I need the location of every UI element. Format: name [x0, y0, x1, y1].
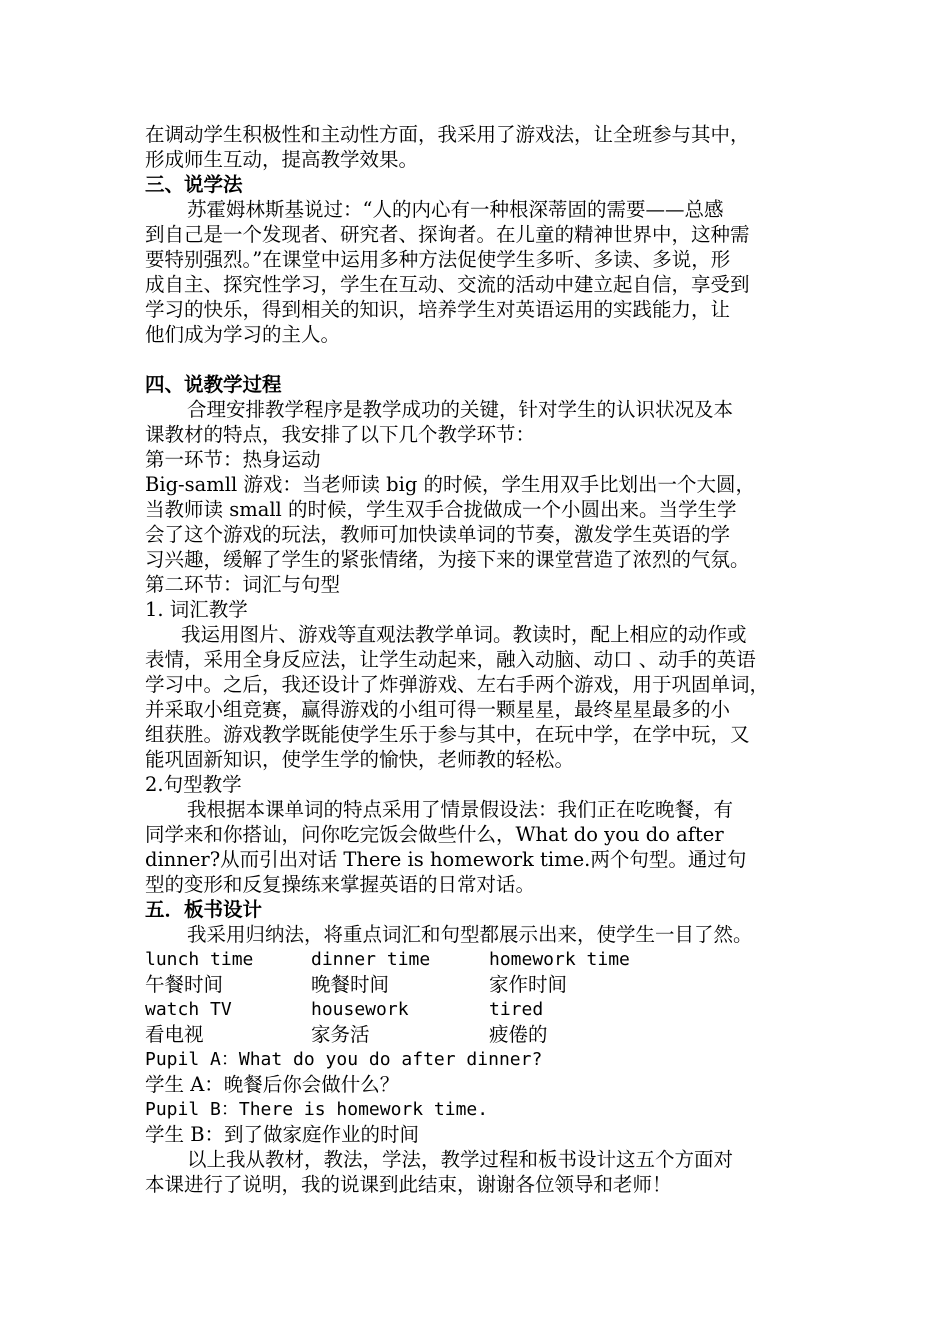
dialog-line: 学生 B：到了做家庭作业的时间 [145, 1123, 420, 1146]
board-cell: housework [311, 999, 409, 1020]
dialog-line: Pupil B：There is homework time. [145, 1099, 489, 1120]
paragraph-line: 合理安排教学程序是教学成功的关键，针对学生的认识状况及本 [187, 398, 734, 421]
board-row [145, 947, 825, 972]
board-row [145, 972, 825, 997]
step-heading-2: 第二环节：词汇与句型 [145, 573, 341, 596]
paragraph-line: 苏霍姆林斯基说过：“人的内心有一种根深蒂固的需要——总感 [187, 198, 724, 221]
section-heading-3: 三、说学法 [145, 173, 243, 196]
section-heading-5: 五．板书设计 [145, 898, 263, 921]
board-cell: 看电视 [145, 1023, 204, 1046]
board-row [145, 997, 825, 1022]
paragraph-line: 并采取小组竞赛，赢得游戏的小组可得一颗星星，最终星星最多的小 [145, 698, 731, 721]
board-cell: watch TV [145, 999, 232, 1020]
document-page [145, 122, 825, 1197]
board-cell: 家务活 [311, 1023, 370, 1046]
board-cell: homework time [489, 949, 630, 970]
paragraph-line: 我根据本课单词的特点采用了情景假设法：我们正在吃晚餐，有 [187, 798, 734, 821]
paragraph-line: 课教材的特点，我安排了以下几个教学环节： [145, 423, 536, 446]
paragraph-line: 以上我从教材，教法，学法，教学过程和板书设计这五个方面对 [187, 1148, 734, 1171]
paragraph-line: 能巩固新知识，使学生学的愉快，老师教的轻松。 [145, 748, 575, 771]
step-heading-1: 第一环节：热身运动 [145, 448, 321, 471]
board-cell: 家作时间 [489, 973, 568, 996]
paragraph-line: 会了这个游戏的玩法，教师可加快读单词的节奏，激发学生英语的学 [145, 523, 731, 546]
paragraph-line: 本课进行了说明，我的说课到此结束，谢谢各位领导和老师！ [145, 1173, 672, 1196]
sub-heading-1: 1. 词汇教学 [145, 598, 248, 621]
dialog-line: Pupil A：What do you do after dinner? [145, 1049, 543, 1070]
paragraph-line: dinner?从而引出对话 There is homework time.两个句型。通过句 [145, 848, 747, 871]
board-cell: lunch time [145, 949, 254, 970]
paragraph-line: 我运用图片、游戏等直观法教学单词。教读时，配上相应的动作或 [181, 623, 747, 646]
paragraph-line: 在调动学生积极性和主动性方面，我采用了游戏法，让全班参与其中， [145, 123, 750, 146]
board-row [145, 1022, 825, 1047]
paragraph-line: 到自己是一个发现者、研究者、探询者。在儿童的精神世界中，这种需 [145, 223, 750, 246]
paragraph-line: 同学来和你搭讪，问你吃完饭会做些什么，What do you do after [145, 823, 724, 846]
board-cell: 疲倦的 [489, 1023, 548, 1046]
paragraph-line: 我采用归纳法，将重点词汇和句型都展示出来，使学生一目了然。 [187, 923, 753, 946]
paragraph-line: 当教师读 small 的时候，学生双手合拢做成一个小圆出来。当学生学 [145, 498, 737, 521]
board-cell: 晚餐时间 [311, 973, 390, 996]
section-heading-4: 四、说教学过程 [145, 373, 282, 396]
paragraph-line: 学习的快乐，得到相关的知识，培养学生对英语运用的实践能力，让 [145, 298, 731, 321]
paragraph-line: 要特别强烈。”在课堂中运用多种方法促使学生多听、多读、多说，形 [145, 248, 731, 271]
paragraph-line: 他们成为学习的主人。 [145, 323, 341, 346]
paragraph-line: 型的变形和反复操练来掌握英语的日常对话。 [145, 873, 536, 896]
board-cell: tired [489, 999, 544, 1020]
dialog-line: 学生 A：晚餐后你会做什么？ [145, 1073, 400, 1096]
blank-line [145, 347, 825, 372]
paragraph-line: 习兴趣，缓解了学生的紧张情绪，为接下来的课堂营造了浓烈的气氛。 [145, 548, 750, 571]
paragraph-line: 学习中。之后，我还设计了炸弹游戏、左右手两个游戏，用于巩固单词， [145, 673, 770, 696]
board-cell: 午餐时间 [145, 973, 224, 996]
sub-heading-2: 2.句型教学 [145, 773, 242, 796]
paragraph-line: Big-samll 游戏：当老师读 big 的时候，学生用双手比划出一个大圆， [145, 473, 756, 496]
board-cell: dinner time [311, 949, 431, 970]
paragraph-line: 形成师生互动，提高教学效果。 [145, 148, 419, 171]
paragraph-line: 成自主、探究性学习，学生在互动、交流的活动中建立起自信，享受到 [145, 273, 750, 296]
paragraph-line: 组获胜。游戏教学既能使学生乐于参与其中，在玩中学，在学中玩，又 [145, 723, 750, 746]
paragraph-line: 表情，采用全身反应法，让学生动起来，融入动脑、动口 、动手的英语 [145, 648, 756, 671]
